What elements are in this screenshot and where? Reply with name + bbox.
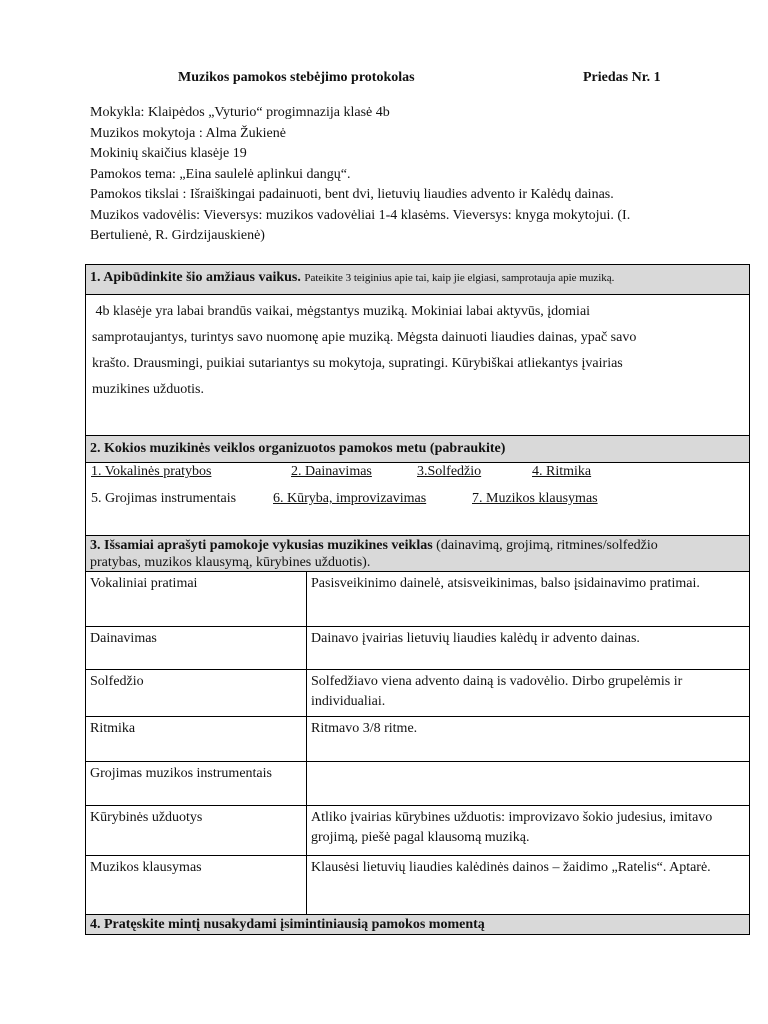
activity-rhythm: 4. Ritmika	[532, 464, 592, 479]
section-3-heading-rest: (dainavimą, grojimą, ritmines/solfedžio	[432, 538, 658, 553]
students-count-line: Mokinių skaičius klasėje 19	[90, 146, 247, 161]
activity-cell: Solfedžio	[86, 670, 307, 717]
textbook-line-cont: Bertulienė, R. Girdzijauskienė)	[90, 228, 265, 243]
section-2-box	[85, 435, 750, 536]
school-line: Mokykla: Klaipėdos „Vyturio“ progimnazija klasė 4b	[90, 105, 390, 120]
section-3-heading-line2: pratybas, muzikos klausymą, kūrybines užduotis).	[90, 555, 371, 570]
section-4-heading: 4. Pratęskite mintį nusakydami įsimintiniausią pamokos momentą	[85, 914, 750, 935]
activity-cell: Grojimas muzikos instrumentais	[86, 762, 307, 806]
textbook-line: Muzikos vadovėlis: Vieversys: muzikos vadovėliai 1-4 klasėms. Vieversys: knyga mokytojui. (I.	[90, 207, 631, 223]
answer-line: 4b klasėje yra labai brandūs vaikai, mėgstantys muziką. Mokiniai labai aktyvūs, įdomiai	[92, 304, 591, 319]
description-cell: Dainavo įvairias lietuvių liaudies kalėdų ir advento dainas.	[307, 627, 750, 670]
table-row	[86, 806, 750, 856]
activity-cell: Dainavimas	[86, 627, 307, 670]
activity-cell: Ritmika	[86, 717, 307, 762]
activity-cell: Kūrybinės užduotys	[86, 806, 307, 856]
answer-line: krašto. Drausmingi, puikiai sutariantys su mokytoja, supratingi. Kūrybiškai atliekantys įvairias	[92, 356, 623, 371]
activity-singing: 2. Dainavimas	[291, 464, 372, 479]
section-3-header	[85, 535, 750, 572]
table-row	[86, 762, 750, 806]
section-1-hint: Pateikite 3 teiginius apie tai, kaip jie elgiasi, samprotauja apie muziką.	[304, 272, 615, 284]
section-1-heading: 1. Apibūdinkite šio amžiaus vaikus.	[90, 270, 301, 285]
section-2-heading: 2. Kokios muzikinės veiklos organizuotos pamokos metu (pabraukite)	[86, 436, 749, 463]
activity-cell: Vokaliniai pratimai	[86, 572, 307, 627]
annex-label: Priedas Nr. 1	[583, 70, 661, 85]
document-title: Muzikos pamokos stebėjimo protokolas	[178, 70, 415, 85]
activity-cell: Muzikos klausymas	[86, 856, 307, 917]
activity-instruments: 5. Grojimas instrumentais	[91, 491, 237, 506]
activities-table	[85, 571, 750, 917]
lesson-topic-line: Pamokos tema: „Eina saulelė aplinkui dangų“.	[90, 166, 351, 182]
activity-listening: 7. Muzikos klausymas	[472, 491, 598, 506]
table-row	[86, 717, 750, 762]
table-row	[86, 572, 750, 627]
table-row	[86, 856, 750, 917]
section-1-header	[86, 265, 749, 295]
section-1-box	[85, 264, 750, 436]
lesson-goals-line: Pamokos tikslai : Išraiškingai padainuoti, bent dvi, lietuvių liaudies advento ir Kalėdų dainas.	[90, 187, 614, 202]
description-cell: Pasisveikinimo dainelė, atsisveikinimas, balso įsidainavimo pratimai.	[307, 572, 750, 627]
answer-line: muzikines užduotis.	[92, 382, 204, 397]
teacher-line: Muzikos mokytoja : Alma Žukienė	[90, 125, 286, 141]
lesson-info	[90, 103, 690, 247]
description-cell: Ritmavo 3/8 ritme.	[307, 717, 750, 762]
description-cell: Atliko įvairias kūrybines užduotis: improvizavo šokio judesius, imitavo grojimą, piešė pagal klausomą muziką.	[307, 806, 750, 856]
description-cell	[307, 762, 750, 806]
answer-line: samprotaujantys, turintys savo nuomonę apie muziką. Mėgsta dainuoti liaudies dainas, ypač savo	[92, 330, 637, 345]
description-cell: Solfedžiavo viena advento dainą is vadovėlio. Dirbo grupelėmis ir individualiai.	[307, 670, 750, 717]
activity-solfege: 3.Solfedžio	[417, 464, 482, 479]
activity-creativity: 6. Kūryba, improvizavimas	[273, 491, 427, 506]
description-cell: Klausėsi lietuvių liaudies kalėdinės dainos – žaidimo „Ratelis“. Aptarė.	[307, 856, 750, 917]
table-row	[86, 670, 750, 717]
section-1-answer	[86, 295, 749, 407]
table-row	[86, 627, 750, 670]
section-3-heading: 3. Išsamiai aprašyti pamokoje vykusias muzikines veiklas	[90, 538, 433, 553]
activity-vocal: 1. Vokalinės pratybos	[91, 464, 212, 479]
